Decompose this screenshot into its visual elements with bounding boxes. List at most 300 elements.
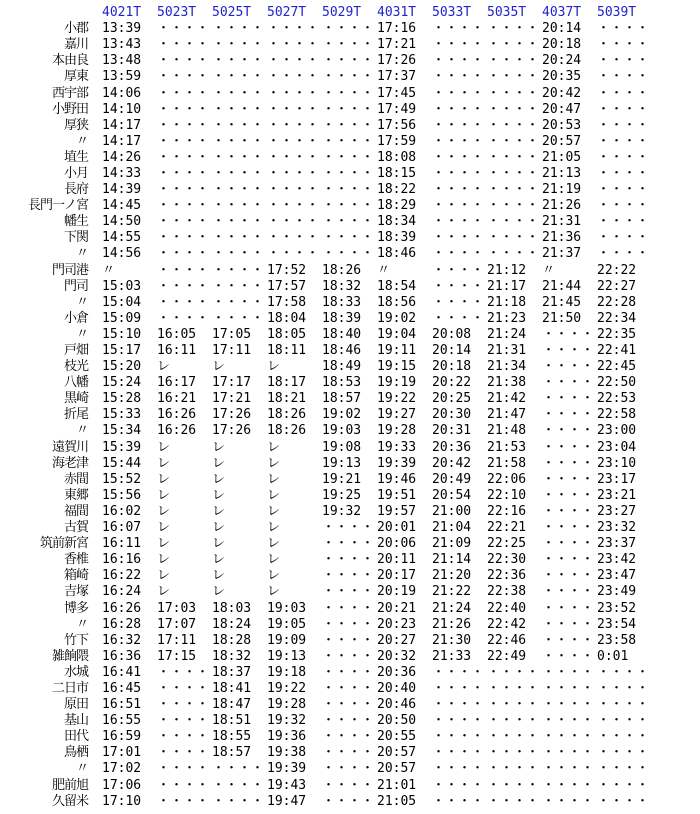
time-cell: ・・・・ [487,246,540,262]
time-cell: ・・・・ [157,278,210,294]
time-cell: 20:27 [377,632,417,648]
time-cell: 16:41 [102,664,142,680]
time-cell: ・・・・ [322,230,375,246]
time-cell: レ [267,359,281,375]
time-cell: ・・・・ [542,326,595,342]
train-number-header: 4021T [102,5,142,21]
time-cell: 16:21 [157,391,197,407]
table-row [0,794,652,810]
table-row [0,488,652,504]
timetable-body [0,21,652,810]
station-name: 長門一ノ宮 [27,198,88,214]
table-row [0,85,652,101]
table-row [0,536,652,552]
station-name: 〃 [75,133,88,149]
time-cell: 20:47 [542,101,582,117]
time-cell: 20:42 [542,85,582,101]
time-cell: ・・・・ [487,53,540,69]
time-cell: ・・・・ [542,423,595,439]
time-cell: ・・・・ [432,53,485,69]
time-cell: 19:13 [322,455,362,471]
time-cell: ・・・・ [322,552,375,568]
time-cell: 18:08 [377,149,417,165]
table-row [0,552,652,568]
time-cell: ・・・・ [267,230,320,246]
time-cell: 22:50 [597,375,637,391]
time-cell: 20:54 [432,487,472,503]
time-cell: 19:39 [267,761,307,777]
time-cell: 14:56 [102,246,142,262]
time-cell: 21:50 [542,310,582,326]
time-cell: 15:39 [102,439,142,455]
time-cell: 23:42 [597,552,637,568]
time-cell: 〃 [377,262,391,278]
time-cell: 13:59 [102,69,142,85]
table-row [0,665,652,681]
time-cell: 17:15 [157,648,197,664]
station-name: 〃 [75,761,88,777]
time-cell: 21:19 [542,182,582,198]
time-cell: 23:32 [597,520,637,536]
time-cell: 17:45 [377,85,417,101]
time-cell: 19:32 [267,713,307,729]
time-cell: 18:37 [212,664,252,680]
time-cell: ・・・・ [212,278,265,294]
table-row [0,102,652,118]
time-cell: ・・・・ [542,584,595,600]
time-cell: 18:46 [322,343,362,359]
time-cell: ・・・・ [487,729,540,745]
train-number-header: 5039T [597,5,637,21]
time-cell: ・・・・ [322,648,375,664]
time-cell: ・・・・ [157,69,210,85]
station-name: 戸畑 [63,343,88,359]
time-cell: 21:24 [432,600,472,616]
time-cell: ・・・・ [267,198,320,214]
time-cell: ・・・・ [157,149,210,165]
table-row [0,150,652,166]
time-cell: ・・・・ [157,713,210,729]
time-cell: レ [212,471,226,487]
time-cell: ・・・・ [487,230,540,246]
time-cell: ・・・・ [212,37,265,53]
station-name: 厚狭 [63,117,88,133]
station-name: 長府 [63,182,88,198]
time-cell: 19:03 [267,600,307,616]
time-cell: 14:55 [102,230,142,246]
time-cell: ・・・・ [487,214,540,230]
time-cell: 21:00 [432,503,472,519]
time-cell: ・・・・ [542,777,595,793]
time-cell: ・・・・ [322,697,375,713]
table-row [0,520,652,536]
time-cell: 14:06 [102,85,142,101]
station-name: 筑前新宮 [39,536,88,552]
time-cell: 18:32 [322,278,362,294]
time-cell: 23:52 [597,600,637,616]
time-cell: 20:57 [377,761,417,777]
time-cell: ・・・・ [157,294,210,310]
station-name: 福間 [63,503,88,519]
table-row [0,279,652,295]
time-cell: 20:24 [542,53,582,69]
time-cell: 17:57 [267,278,307,294]
time-cell: ・・・・ [542,343,595,359]
time-cell: 19:27 [377,407,417,423]
time-cell: 22:34 [597,310,637,326]
time-cell: ・・・・ [157,21,210,37]
time-cell: 18:11 [267,343,307,359]
time-cell: 21:33 [432,648,472,664]
time-cell: ・・・・ [212,230,265,246]
time-cell: ・・・・ [157,262,210,278]
time-cell: 23:10 [597,455,637,471]
time-cell: 19:51 [377,487,417,503]
time-cell: 20:50 [377,713,417,729]
time-cell: ・・・・ [322,133,375,149]
time-cell: レ [267,520,281,536]
time-cell: ・・・・ [597,777,650,793]
time-cell: 20:18 [542,37,582,53]
time-cell: ・・・・ [267,21,320,37]
time-cell: ・・・・ [322,37,375,53]
time-cell: 17:21 [377,37,417,53]
time-cell: 19:04 [377,326,417,342]
station-name: 吉塚 [63,584,88,600]
time-cell: 21:05 [542,149,582,165]
time-cell: ・・・・ [322,165,375,181]
time-cell: ・・・・ [487,37,540,53]
time-cell: ・・・・ [322,584,375,600]
table-row [0,456,652,472]
time-cell: 18:26 [322,262,362,278]
time-cell: ・・・・ [432,664,485,680]
table-row [0,713,652,729]
time-cell: ・・・・ [597,230,650,246]
train-number-header-row [0,5,652,21]
time-cell: 20:08 [432,326,472,342]
time-cell: 18:41 [212,680,252,696]
time-cell: 21:09 [432,536,472,552]
table-row [0,295,652,311]
time-cell: 19:19 [377,375,417,391]
time-cell: 15:20 [102,359,142,375]
time-cell: ・・・・ [212,85,265,101]
time-cell: ・・・・ [212,777,265,793]
time-cell: 18:39 [377,230,417,246]
table-row [0,230,652,246]
time-cell: 19:46 [377,471,417,487]
time-cell: ・・・・ [432,69,485,85]
table-row [0,69,652,85]
time-cell: レ [157,359,171,375]
time-cell: ・・・・ [267,149,320,165]
time-cell: ・・・・ [157,729,210,745]
time-cell: 16:22 [102,568,142,584]
time-cell: 18:57 [212,745,252,761]
time-cell: ・・・・ [432,262,485,278]
table-row [0,633,652,649]
time-cell: ・・・・ [597,53,650,69]
time-cell: 17:26 [212,407,252,423]
time-cell: 19:09 [267,632,307,648]
time-cell: 23:00 [597,423,637,439]
time-cell: 16:36 [102,648,142,664]
time-cell: 19:08 [322,439,362,455]
time-cell: 23:58 [597,632,637,648]
time-cell: 17:52 [267,262,307,278]
train-number-header: 5025T [212,5,252,21]
time-cell: ・・・・ [322,536,375,552]
time-cell: レ [157,439,171,455]
time-cell: ・・・・ [322,117,375,133]
time-cell: ・・・・ [157,246,210,262]
time-cell: 21:14 [432,552,472,568]
time-cell: ・・・・ [432,761,485,777]
time-cell: 22:40 [487,600,527,616]
station-name: 水城 [63,664,88,680]
time-cell: 22:38 [487,584,527,600]
time-cell: 15:24 [102,375,142,391]
time-cell: ・・・・ [597,198,650,214]
time-cell: ・・・・ [542,713,595,729]
time-cell: ・・・・ [542,745,595,761]
time-cell: 21:58 [487,455,527,471]
table-row [0,697,652,713]
time-cell: ・・・・ [267,182,320,198]
table-row [0,182,652,198]
time-cell: ・・・・ [432,133,485,149]
time-cell: 20:30 [432,407,472,423]
time-cell: ・・・・ [487,69,540,85]
time-cell: 20:36 [432,439,472,455]
time-cell: 16:26 [102,600,142,616]
station-name: 本由良 [51,53,88,69]
time-cell: 18:47 [212,697,252,713]
time-cell: 18:40 [322,326,362,342]
time-cell: 22:42 [487,616,527,632]
time-cell: 21:45 [542,294,582,310]
time-cell: 19:21 [322,471,362,487]
station-name: 遠賀川 [51,439,88,455]
time-cell: ・・・・ [432,230,485,246]
time-cell: 14:17 [102,117,142,133]
time-cell: 21:04 [432,520,472,536]
time-cell: レ [267,471,281,487]
time-cell: 18:15 [377,165,417,181]
time-cell: 20:19 [377,584,417,600]
time-cell: 15:28 [102,391,142,407]
time-cell: 13:43 [102,37,142,53]
time-cell: ・・・・ [487,85,540,101]
time-cell: 20:31 [432,423,472,439]
time-cell: 19:05 [267,616,307,632]
station-name: 雑餉隈 [51,648,88,664]
time-cell: 20:53 [542,117,582,133]
time-cell: ・・・・ [212,310,265,326]
station-name: 基山 [63,713,88,729]
time-cell: 13:39 [102,21,142,37]
station-name: 鳥栖 [63,745,88,761]
time-cell: 23:54 [597,616,637,632]
time-cell: 0:01 [597,648,629,664]
time-cell: ・・・・ [212,262,265,278]
station-name: 〃 [75,616,88,632]
time-cell: 20:23 [377,616,417,632]
time-cell: ・・・・ [542,520,595,536]
time-cell: ・・・・ [157,777,210,793]
time-cell: ・・・・ [322,520,375,536]
time-cell: ・・・・ [542,536,595,552]
time-cell: 16:02 [102,503,142,519]
time-cell: ・・・・ [542,600,595,616]
time-cell: ・・・・ [432,149,485,165]
time-cell: ・・・・ [542,761,595,777]
train-number-header: 4031T [377,5,417,21]
time-cell: 21:05 [377,793,417,809]
time-cell: 17:58 [267,294,307,310]
time-cell: 〃 [102,262,116,278]
time-cell: 22:35 [597,326,637,342]
time-cell: レ [267,552,281,568]
time-cell: ・・・・ [487,198,540,214]
time-cell: ・・・・ [322,69,375,85]
time-cell: ・・・・ [432,85,485,101]
time-cell: ・・・・ [487,680,540,696]
time-cell: ・・・・ [212,294,265,310]
time-cell: 22:58 [597,407,637,423]
table-row [0,246,652,262]
time-cell: ・・・・ [597,37,650,53]
time-cell: 18:29 [377,198,417,214]
time-cell: ・・・・ [267,165,320,181]
train-number-header: 4037T [542,5,582,21]
time-cell: ・・・・ [487,793,540,809]
time-cell: 18:32 [212,648,252,664]
time-cell: 21:44 [542,278,582,294]
time-cell: ・・・・ [322,729,375,745]
time-cell: ・・・・ [487,21,540,37]
station-name: 古賀 [63,520,88,536]
time-cell: 21:24 [487,326,527,342]
time-cell: 21:36 [542,230,582,246]
time-cell: ・・・・ [157,793,210,809]
time-cell: ・・・・ [542,391,595,407]
time-cell: 21:26 [432,616,472,632]
time-cell: 22:25 [487,536,527,552]
time-cell: 18:03 [212,600,252,616]
time-cell: ・・・・ [487,745,540,761]
time-cell: ・・・・ [212,761,265,777]
time-cell: 18:33 [322,294,362,310]
time-cell: ・・・・ [212,53,265,69]
time-cell: ・・・・ [432,745,485,761]
time-cell: レ [157,487,171,503]
time-cell: 18:57 [322,391,362,407]
time-cell: ・・・・ [432,697,485,713]
time-cell: 14:26 [102,149,142,165]
time-cell: ・・・・ [322,21,375,37]
time-cell: ・・・・ [597,214,650,230]
time-cell: レ [212,552,226,568]
time-cell: ・・・・ [432,198,485,214]
train-number-header: 5035T [487,5,527,21]
time-cell: 21:13 [542,165,582,181]
station-name: 下関 [63,230,88,246]
station-name: 折尾 [63,407,88,423]
train-number-header: 5027T [267,5,307,21]
station-name: 八幡 [63,375,88,391]
time-cell: ・・・・ [487,165,540,181]
time-cell: ・・・・ [542,359,595,375]
time-cell: 23:49 [597,584,637,600]
time-cell: 18:53 [322,375,362,391]
time-cell: ・・・・ [322,713,375,729]
time-cell: ・・・・ [322,680,375,696]
time-cell: 22:41 [597,343,637,359]
time-cell: 15:34 [102,423,142,439]
time-cell: 15:10 [102,326,142,342]
time-cell: 20:46 [377,697,417,713]
time-cell: 19:02 [322,407,362,423]
time-cell: ・・・・ [157,101,210,117]
time-cell: ・・・・ [322,777,375,793]
time-cell: 19:32 [322,503,362,519]
time-cell: 〃 [542,262,556,278]
time-cell: 14:10 [102,101,142,117]
time-cell: ・・・・ [267,133,320,149]
time-cell: 20:18 [432,359,472,375]
time-cell: レ [212,439,226,455]
time-cell: ・・・・ [432,294,485,310]
time-cell: ・・・・ [487,777,540,793]
station-name: 門司港 [51,262,88,278]
time-cell: 21:26 [542,198,582,214]
time-cell: 15:44 [102,455,142,471]
time-cell: レ [157,552,171,568]
time-cell: 22:53 [597,391,637,407]
time-cell: ・・・・ [267,85,320,101]
time-cell: ・・・・ [157,133,210,149]
table-row [0,263,652,279]
time-cell: 20:11 [377,552,417,568]
table-row [0,778,652,794]
time-cell: 18:17 [267,375,307,391]
time-cell: ・・・・ [212,101,265,117]
time-cell: レ [212,455,226,471]
time-cell: ・・・・ [597,664,650,680]
table-row [0,407,652,423]
time-cell: ・・・・ [432,37,485,53]
time-cell: 19:22 [267,680,307,696]
table-row [0,21,652,37]
time-cell: ・・・・ [487,713,540,729]
time-cell: ・・・・ [597,745,650,761]
time-cell: ・・・・ [267,37,320,53]
time-cell: 18:04 [267,310,307,326]
time-cell: ・・・・ [157,53,210,69]
time-cell: 22:28 [597,294,637,310]
time-cell: ・・・・ [597,133,650,149]
time-cell: 16:45 [102,680,142,696]
time-cell: ・・・・ [542,648,595,664]
table-row [0,311,652,327]
time-cell: 17:11 [157,632,197,648]
time-cell: 15:09 [102,310,142,326]
time-cell: ・・・・ [487,101,540,117]
table-row [0,745,652,761]
time-cell: 22:30 [487,552,527,568]
